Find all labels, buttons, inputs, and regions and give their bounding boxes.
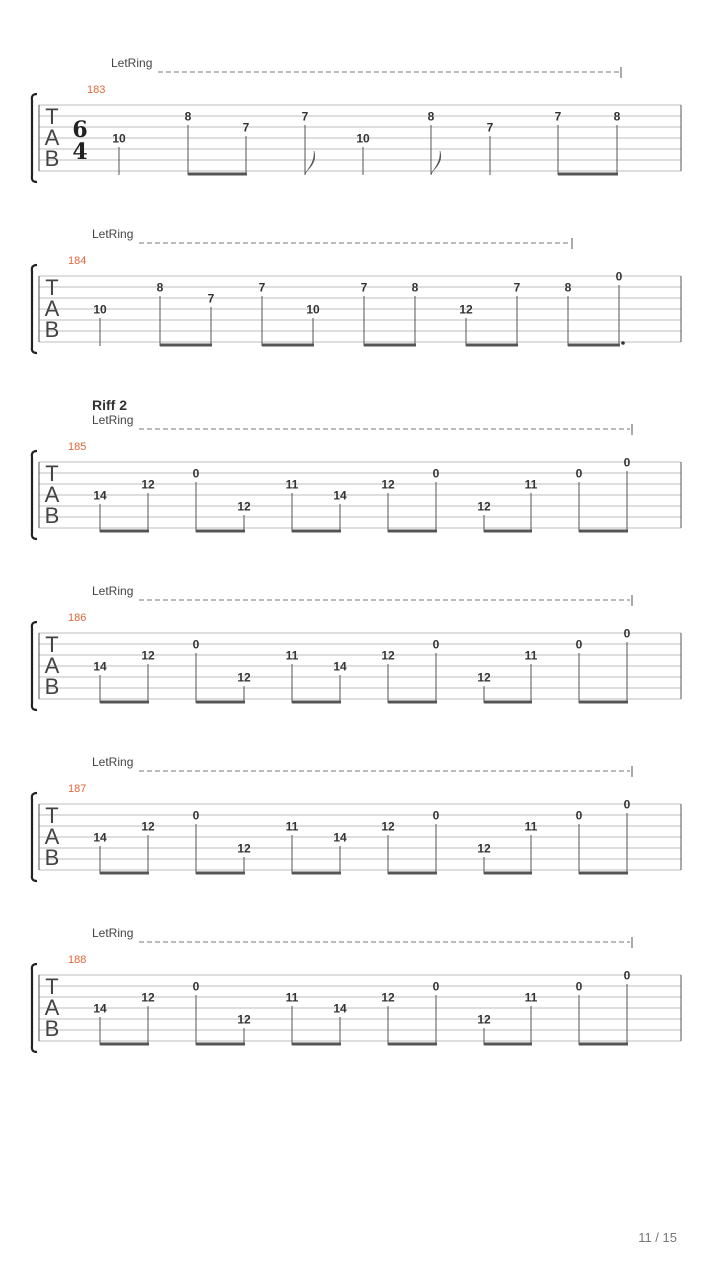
fret-number: 12 <box>381 990 395 1005</box>
note-beam <box>196 701 245 704</box>
fret-number: 7 <box>301 109 309 124</box>
fret-number: 10 <box>112 131 126 146</box>
fret-number: 12 <box>141 648 155 663</box>
time-signature-numerator: 6 <box>72 117 88 143</box>
fret-number: 12 <box>477 670 491 685</box>
fret-number: 7 <box>360 280 368 295</box>
fret-number: 11 <box>285 990 299 1005</box>
note-beam <box>292 701 341 704</box>
note-beam <box>160 344 212 347</box>
note-beam <box>466 344 518 347</box>
tab-clef-letter: A <box>44 296 60 321</box>
tab-clef-letter: B <box>44 1016 60 1041</box>
tab-system-188 <box>32 926 681 1052</box>
fret-number: 0 <box>615 269 623 284</box>
note-beam <box>388 530 437 533</box>
tab-clef-letter: T <box>45 803 59 828</box>
note-beam <box>196 530 245 533</box>
tab-clef-letter: T <box>45 275 59 300</box>
fret-number: 14 <box>333 1001 347 1016</box>
let-ring-label: LetRing <box>111 56 153 70</box>
fret-number: 12 <box>477 499 491 514</box>
fret-number: 10 <box>93 302 107 317</box>
tab-clef-letter: A <box>44 482 60 507</box>
fret-number: 12 <box>477 1012 491 1027</box>
note-beam <box>100 872 149 875</box>
bar-number: 186 <box>68 612 87 624</box>
fret-number: 12 <box>237 841 251 856</box>
tab-clef-letter: T <box>45 974 59 999</box>
fret-number: 7 <box>258 280 266 295</box>
fret-number: 7 <box>513 280 521 295</box>
fret-number: 7 <box>207 291 215 306</box>
fret-number: 11 <box>285 819 299 834</box>
fret-number: 0 <box>623 968 631 983</box>
system-bracket <box>32 622 37 710</box>
section-marker: Riff 2 <box>92 397 127 413</box>
tab-system-185 <box>32 397 681 539</box>
fret-number: 0 <box>623 797 631 812</box>
note-beam <box>568 344 620 347</box>
system-bracket <box>32 451 37 539</box>
system-bracket <box>32 265 37 353</box>
fret-number: 0 <box>623 626 631 641</box>
fret-number: 14 <box>333 830 347 845</box>
note-beam <box>100 530 149 533</box>
note-beam <box>388 1043 437 1046</box>
fret-number: 12 <box>237 1012 251 1027</box>
note-beam <box>364 344 416 347</box>
note-beam <box>196 872 245 875</box>
note-beam <box>262 344 314 347</box>
tab-clef-letter: B <box>44 503 60 528</box>
augmentation-dot <box>621 341 625 345</box>
system-bracket <box>32 964 37 1052</box>
note-beam <box>188 173 247 176</box>
fret-number: 7 <box>554 109 562 124</box>
fret-number: 0 <box>432 808 440 823</box>
fret-number: 0 <box>192 979 200 994</box>
fret-number: 0 <box>192 637 200 652</box>
tab-clef-letter: B <box>44 146 60 171</box>
note-beam <box>388 701 437 704</box>
bar-number: 188 <box>68 954 87 966</box>
fret-number: 0 <box>432 637 440 652</box>
tab-clef-letter: B <box>44 674 60 699</box>
bar-number: 183 <box>87 84 106 96</box>
note-beam <box>579 701 628 704</box>
tab-clef-letter: B <box>44 317 60 342</box>
fret-number: 0 <box>575 466 583 481</box>
note-beam <box>196 1043 245 1046</box>
note-beam <box>579 530 628 533</box>
fret-number: 11 <box>285 648 299 663</box>
fret-number: 11 <box>524 990 538 1005</box>
fret-number: 14 <box>93 659 107 674</box>
let-ring-label: LetRing <box>92 227 134 241</box>
fret-number: 0 <box>432 466 440 481</box>
fret-number: 0 <box>623 455 631 470</box>
fret-number: 14 <box>93 1001 107 1016</box>
fret-number: 11 <box>524 648 538 663</box>
fret-number: 7 <box>486 120 494 135</box>
fret-number: 14 <box>93 830 107 845</box>
time-signature-denominator: 4 <box>72 139 88 165</box>
note-beam <box>388 872 437 875</box>
fret-number: 0 <box>432 979 440 994</box>
tab-clef-letter: T <box>45 104 59 129</box>
fret-number: 7 <box>242 120 250 135</box>
fret-number: 11 <box>285 477 299 492</box>
let-ring-label: LetRing <box>92 926 134 940</box>
tab-system-186 <box>32 584 681 710</box>
fret-number: 8 <box>427 109 435 124</box>
fret-number: 11 <box>524 819 538 834</box>
fret-number: 12 <box>381 477 395 492</box>
fret-number: 12 <box>477 841 491 856</box>
tab-clef-letter: T <box>45 461 59 486</box>
note-beam <box>579 872 628 875</box>
tab-system-184 <box>32 227 681 353</box>
fret-number: 12 <box>237 499 251 514</box>
fret-number: 0 <box>575 808 583 823</box>
tab-system-187 <box>32 755 681 881</box>
fret-number: 12 <box>141 819 155 834</box>
fret-number: 14 <box>333 659 347 674</box>
fret-number: 12 <box>141 477 155 492</box>
fret-number: 12 <box>141 990 155 1005</box>
note-beam <box>484 1043 532 1046</box>
fret-number: 10 <box>306 302 320 317</box>
note-beam <box>292 530 341 533</box>
fret-number: 12 <box>459 302 473 317</box>
fret-number: 0 <box>575 637 583 652</box>
tab-clef-letter: B <box>44 845 60 870</box>
fret-number: 8 <box>184 109 192 124</box>
fret-number: 11 <box>524 477 538 492</box>
fret-number: 0 <box>192 808 200 823</box>
note-beam <box>292 872 341 875</box>
bar-number: 185 <box>68 441 87 453</box>
tab-clef-letter: T <box>45 632 59 657</box>
fret-number: 14 <box>93 488 107 503</box>
page-number: 11 / 15 <box>638 1230 677 1245</box>
fret-number: 12 <box>237 670 251 685</box>
tab-system-183 <box>32 56 681 182</box>
note-beam <box>292 1043 341 1046</box>
fret-number: 12 <box>381 648 395 663</box>
bar-number: 184 <box>68 255 87 267</box>
note-beam <box>558 173 618 176</box>
let-ring-label: LetRing <box>92 413 134 427</box>
note-beam <box>484 701 532 704</box>
fret-number: 8 <box>156 280 164 295</box>
let-ring-label: LetRing <box>92 584 134 598</box>
note-beam <box>100 1043 149 1046</box>
system-bracket <box>32 793 37 881</box>
tab-clef-letter: A <box>44 995 60 1020</box>
fret-number: 8 <box>564 280 572 295</box>
tab-clef-letter: A <box>44 824 60 849</box>
tab-clef-letter: A <box>44 653 60 678</box>
fret-number: 12 <box>381 819 395 834</box>
note-beam <box>579 1043 628 1046</box>
fret-number: 8 <box>613 109 621 124</box>
note-beam <box>484 872 532 875</box>
bar-number: 187 <box>68 783 87 795</box>
fret-number: 0 <box>575 979 583 994</box>
fret-number: 8 <box>411 280 419 295</box>
fret-number: 0 <box>192 466 200 481</box>
fret-number: 14 <box>333 488 347 503</box>
fret-number: 10 <box>356 131 370 146</box>
system-bracket <box>32 94 37 182</box>
note-beam <box>100 701 149 704</box>
let-ring-label: LetRing <box>92 755 134 769</box>
note-beam <box>484 530 532 533</box>
tab-clef-letter: A <box>44 125 60 150</box>
